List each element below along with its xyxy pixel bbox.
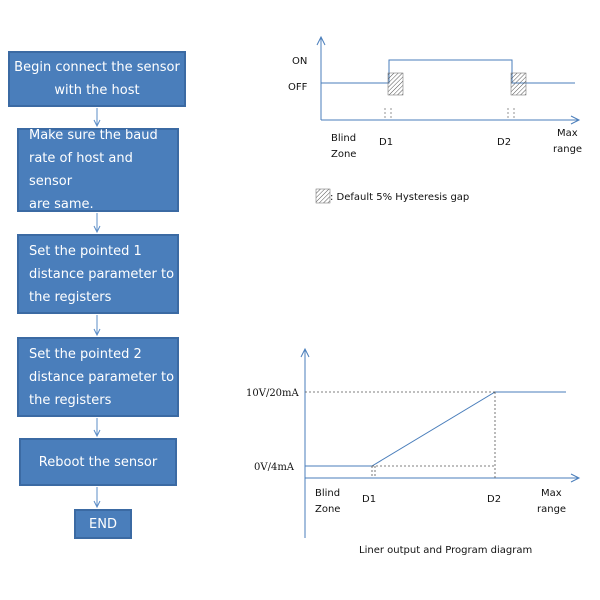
hysteresis-gap-d2 [511, 73, 526, 95]
linear-top-value-label: 10V/20mA [246, 388, 299, 399]
switch-blind-label: Blind Zone [331, 133, 357, 160]
flow-step-end-label: END [89, 516, 117, 532]
flow-arrow-1 [94, 108, 100, 126]
switch-off-label: OFF [288, 82, 308, 93]
flow-step-distance-2-label: Set the pointed 2 distance parameter to the registers [29, 346, 175, 408]
flow-arrow-4 [94, 418, 100, 436]
flow-connectors [94, 108, 100, 507]
hysteresis-gap-d1 [388, 73, 403, 95]
linear-d1-label: D1 [362, 494, 377, 505]
linear-blind-label: Blind Zone [315, 488, 341, 515]
linear-d2-label: D2 [487, 494, 502, 505]
hysteresis-legend-swatch [316, 189, 330, 203]
switch-diagram [288, 37, 582, 203]
hysteresis-legend-label: : Default 5% Hysteresis gap [330, 192, 470, 203]
flow-arrow-2 [94, 213, 100, 232]
switch-on-label: ON [292, 56, 308, 67]
flow-arrow-3 [94, 315, 100, 335]
flow-arrow-5 [94, 487, 100, 507]
flow-step-reboot-label: Reboot the sensor [38, 454, 158, 470]
linear-output-line [305, 392, 566, 466]
switch-d2-label: D2 [497, 137, 512, 148]
linear-diagram [246, 349, 579, 556]
flow-step-connect-label: Begin connect the sensor with the host [14, 60, 180, 98]
linear-max-label: Max range [537, 488, 567, 515]
flow-step-distance-1-label: Set the pointed 1 distance parameter to the registers [29, 243, 175, 305]
switch-d1-label: D1 [379, 137, 394, 148]
linear-bottom-value-label: 0V/4mA [254, 462, 295, 473]
linear-caption: Liner output and Program diagram [359, 545, 533, 556]
flow-step-baud-rate-label: Make sure the baud rate of host and sensor are same. [29, 128, 158, 212]
switch-waveform [321, 60, 575, 83]
switch-max-label: Max range [553, 128, 583, 155]
